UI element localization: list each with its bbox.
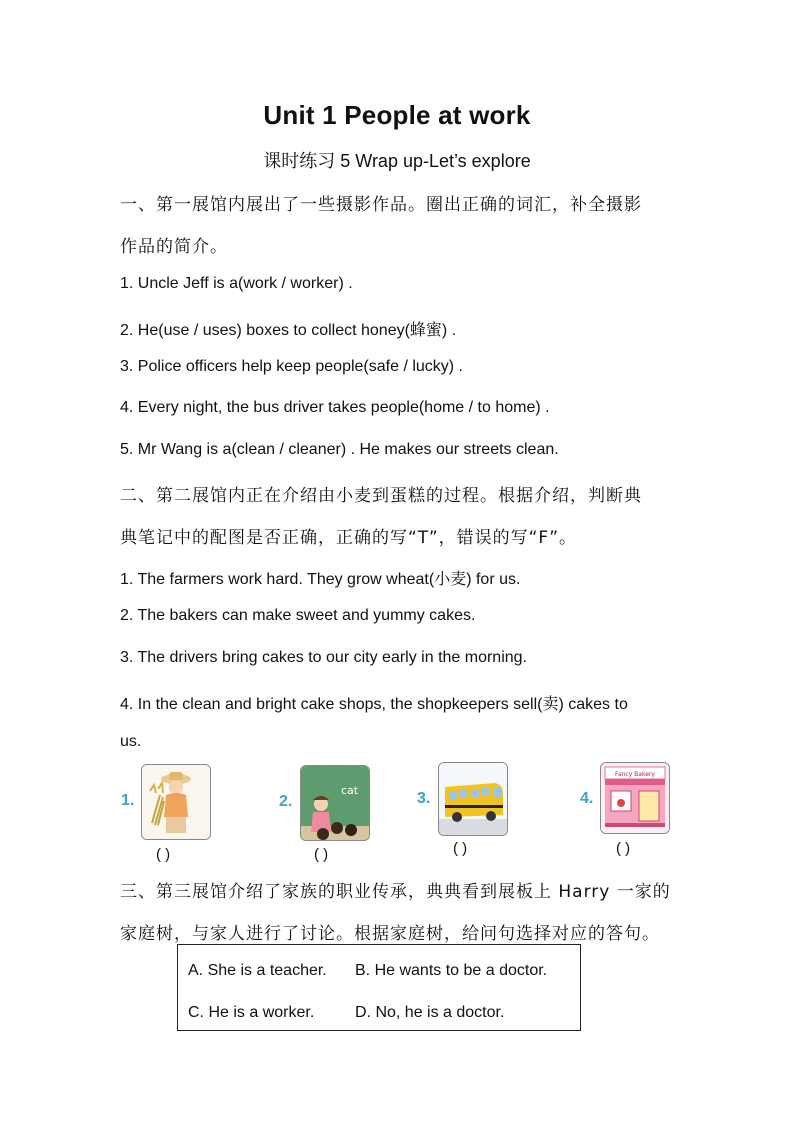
school-bus-icon xyxy=(438,762,508,836)
section3-instruction: 三、第三展馆介绍了家族的职业传承，典典看到展板上 Harry 一家的 xyxy=(120,882,671,902)
answer-blank-4[interactable]: ( ) xyxy=(616,840,631,857)
option-d: D. No, he is a doctor. xyxy=(355,1004,505,1021)
section1-instruction: 一、第一展馆内展出了一些摄影作品。圈出正确的词汇，补全摄影 xyxy=(120,195,642,215)
answer-blank-2[interactable]: ( ) xyxy=(314,846,329,863)
section2-instruction: 二、第二展馆内正在介绍由小麦到蛋糕的过程。根据介绍，判断典 xyxy=(120,486,642,506)
answer-blank-1[interactable]: ( ) xyxy=(156,846,171,863)
section1-item-2: 2. He(use / uses) boxes to collect honey(蜂蜜) . xyxy=(120,322,457,339)
section1-item-5: 5. Mr Wang is a(clean / cleaner) . He makes our streets clean. xyxy=(120,441,559,458)
section2-item-4: 4. In the clean and bright cake shops, the shopkeepers sell(卖) cakes to xyxy=(120,696,628,713)
section2-item-1: 1. The farmers work hard. They grow wheat(小麦) for us. xyxy=(120,571,521,588)
picture-number-1: 1. xyxy=(121,792,135,809)
option-b: B. He wants to be a doctor. xyxy=(355,962,548,979)
section1-instruction-cont: 作品的简介。 xyxy=(120,237,228,257)
section1-item-3: 3. Police officers help keep people(safe / lucky) . xyxy=(120,358,463,375)
section3-instruction-cont: 家庭树，与家人进行了讨论。根据家庭树，给问句选择对应的答句。 xyxy=(120,924,660,944)
picture-number-3: 3. xyxy=(417,790,431,807)
board-text: cat xyxy=(341,784,359,797)
section1-item-4: 4. Every night, the bus driver takes people(home / to home) . xyxy=(120,399,550,416)
page-subtitle: 课时练习 5 Wrap up-Let’s explore xyxy=(263,151,531,171)
answer-blank-3[interactable]: ( ) xyxy=(453,840,468,857)
farmer-wheat-icon xyxy=(141,764,211,840)
section2-instruction-cont: 典笔记中的配图是否正确，正确的写“T”，错误的写“F”。 xyxy=(120,528,578,548)
picture-number-2: 2. xyxy=(279,793,293,810)
picture-number-4: 4. xyxy=(580,790,594,807)
option-a: A. She is a teacher. xyxy=(188,962,327,979)
section2-item-2: 2. The bakers can make sweet and yummy cakes. xyxy=(120,607,476,624)
option-c: C. He is a worker. xyxy=(188,1004,315,1021)
page-title: Unit 1 People at work xyxy=(263,100,531,130)
shop-sign-text: Fancy Bakery xyxy=(615,771,655,778)
cake-shop-icon xyxy=(600,762,670,834)
section2-item-3: 3. The drivers bring cakes to our city early in the morning. xyxy=(120,649,527,666)
classroom-teacher-icon xyxy=(300,765,370,841)
section1-item-1: 1. Uncle Jeff is a(work / worker) . xyxy=(120,275,353,292)
section2-item-4-cont: us. xyxy=(120,733,142,750)
answer-options-box xyxy=(177,944,581,1031)
